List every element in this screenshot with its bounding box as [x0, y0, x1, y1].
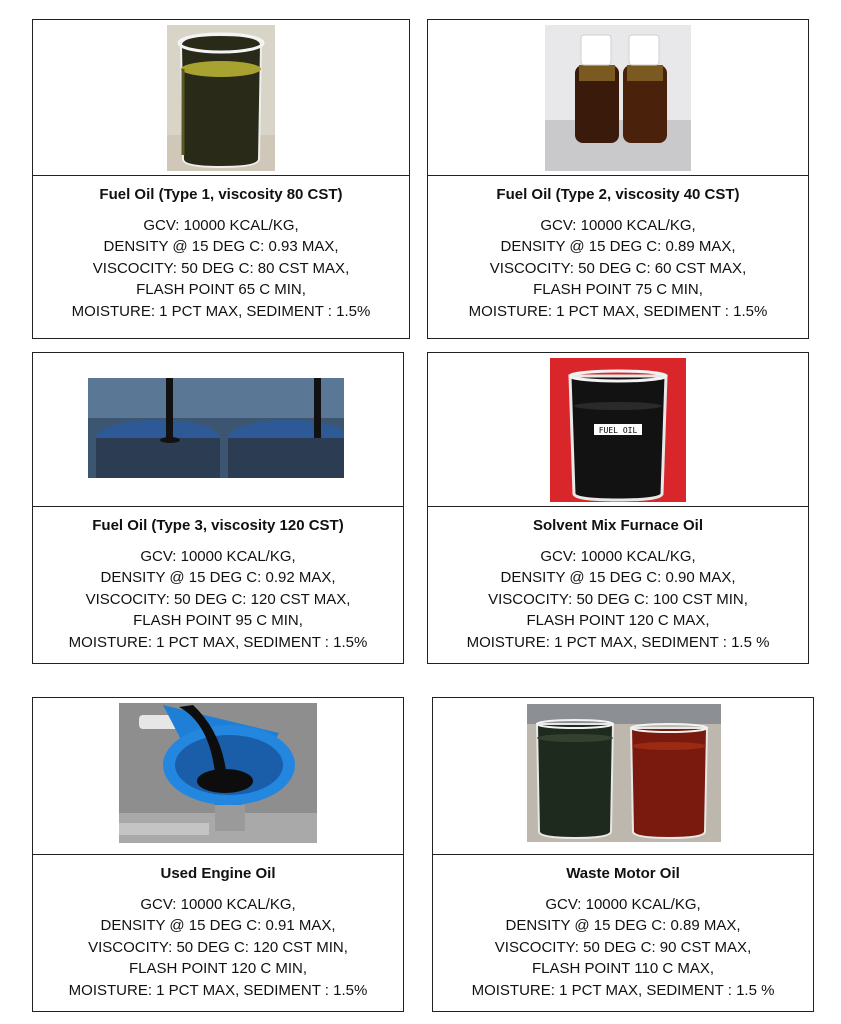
spec-gcv: GCV: 10000 KCAL/KG, [540, 216, 696, 234]
oil-pouring-into-drums-image [88, 378, 344, 478]
product-title: Fuel Oil (Type 1, viscosity 80 CST) [99, 186, 343, 203]
product-title: Waste Motor Oil [566, 865, 680, 882]
two-bottles-of-fuel-oil-image [545, 25, 691, 171]
spec-viscosity: VISCOCITY: 50 DEG C: 100 CST MIN, [488, 590, 748, 608]
product-card-fuel-oil-type-2 [427, 19, 809, 339]
spec-density: DENSITY @ 15 DEG C: 0.89 MAX, [505, 917, 741, 935]
image-frame [32, 352, 404, 507]
product-details [32, 506, 404, 664]
spec-gcv: GCV: 10000 KCAL/KG, [545, 895, 701, 913]
spec-flash-point: FLASH POINT 120 C MAX, [526, 612, 710, 630]
spec-gcv: GCV: 10000 KCAL/KG, [140, 895, 296, 913]
spec-density: DENSITY @ 15 DEG C: 0.90 MAX, [500, 569, 736, 587]
spec-gcv: GCV: 10000 KCAL/KG, [140, 547, 296, 565]
oil-pouring-through-funnel-image [119, 703, 317, 843]
product-title: Fuel Oil (Type 3, viscosity 120 CST) [92, 517, 344, 534]
beaker-of-dark-fuel-oil-image [167, 25, 275, 171]
spec-viscosity: VISCOCITY: 50 DEG C: 80 CST MAX, [92, 259, 350, 277]
product-title: Solvent Mix Furnace Oil [532, 517, 704, 534]
spec-viscosity: VISCOCITY: 50 DEG C: 60 CST MAX, [489, 259, 747, 277]
product-title: Fuel Oil (Type 2, viscosity 40 CST) [496, 186, 740, 203]
product-details [427, 506, 809, 664]
product-card-used-engine-oil [32, 697, 404, 1012]
product-details [432, 854, 814, 1012]
product-details [32, 175, 410, 339]
product-card-fuel-oil-type-3 [32, 352, 404, 664]
spec-gcv: GCV: 10000 KCAL/KG, [143, 216, 299, 234]
product-details [427, 175, 809, 339]
spec-flash-point: FLASH POINT 65 C MIN, [136, 281, 306, 299]
product-title: Used Engine Oil [160, 865, 276, 882]
spec-moisture-sediment: MOISTURE: 1 PCT MAX, SEDIMENT : 1.5% [71, 302, 371, 320]
spec-gcv: GCV: 10000 KCAL/KG, [540, 547, 696, 565]
beaker-label-text: FUEL OIL [598, 426, 638, 435]
spec-flash-point: FLASH POINT 110 C MAX, [532, 960, 714, 978]
image-frame [32, 697, 404, 855]
spec-moisture-sediment: MOISTURE: 1 PCT MAX, SEDIMENT : 1.5 % [466, 633, 770, 651]
spec-moisture-sediment: MOISTURE: 1 PCT MAX, SEDIMENT : 1.5 % [471, 981, 775, 999]
spec-flash-point: FLASH POINT 75 C MIN, [533, 281, 703, 299]
two-beakers-of-motor-oil-image [527, 704, 721, 842]
spec-flash-point: FLASH POINT 120 C MIN, [128, 960, 308, 978]
spec-density: DENSITY @ 15 DEG C: 0.89 MAX, [500, 238, 736, 256]
spec-viscosity: VISCOCITY: 50 DEG C: 90 CST MAX, [494, 938, 752, 956]
spec-density: DENSITY @ 15 DEG C: 0.93 MAX, [103, 238, 339, 256]
spec-viscosity: VISCOCITY: 50 DEG C: 120 CST MAX, [85, 590, 351, 608]
spec-flash-point: FLASH POINT 95 C MIN, [133, 612, 303, 630]
product-card-solvent-mix-furnace-oil [427, 352, 809, 664]
product-card-waste-motor-oil [432, 697, 814, 1012]
spec-moisture-sediment: MOISTURE: 1 PCT MAX, SEDIMENT : 1.5% [68, 981, 368, 999]
image-frame [427, 352, 809, 507]
spec-viscosity: VISCOCITY: 50 DEG C: 120 CST MIN, [88, 938, 348, 956]
spec-moisture-sediment: MOISTURE: 1 PCT MAX, SEDIMENT : 1.5% [68, 633, 368, 651]
product-details [32, 854, 404, 1012]
image-frame [427, 19, 809, 176]
product-card-fuel-oil-type-1 [32, 19, 410, 339]
spec-density: DENSITY @ 15 DEG C: 0.92 MAX, [100, 569, 336, 587]
image-frame [32, 19, 410, 176]
beaker-labeled-fuel-oil-image [550, 358, 686, 502]
spec-density: DENSITY @ 15 DEG C: 0.91 MAX, [100, 917, 336, 935]
image-frame [432, 697, 814, 855]
spec-moisture-sediment: MOISTURE: 1 PCT MAX, SEDIMENT : 1.5% [468, 302, 768, 320]
